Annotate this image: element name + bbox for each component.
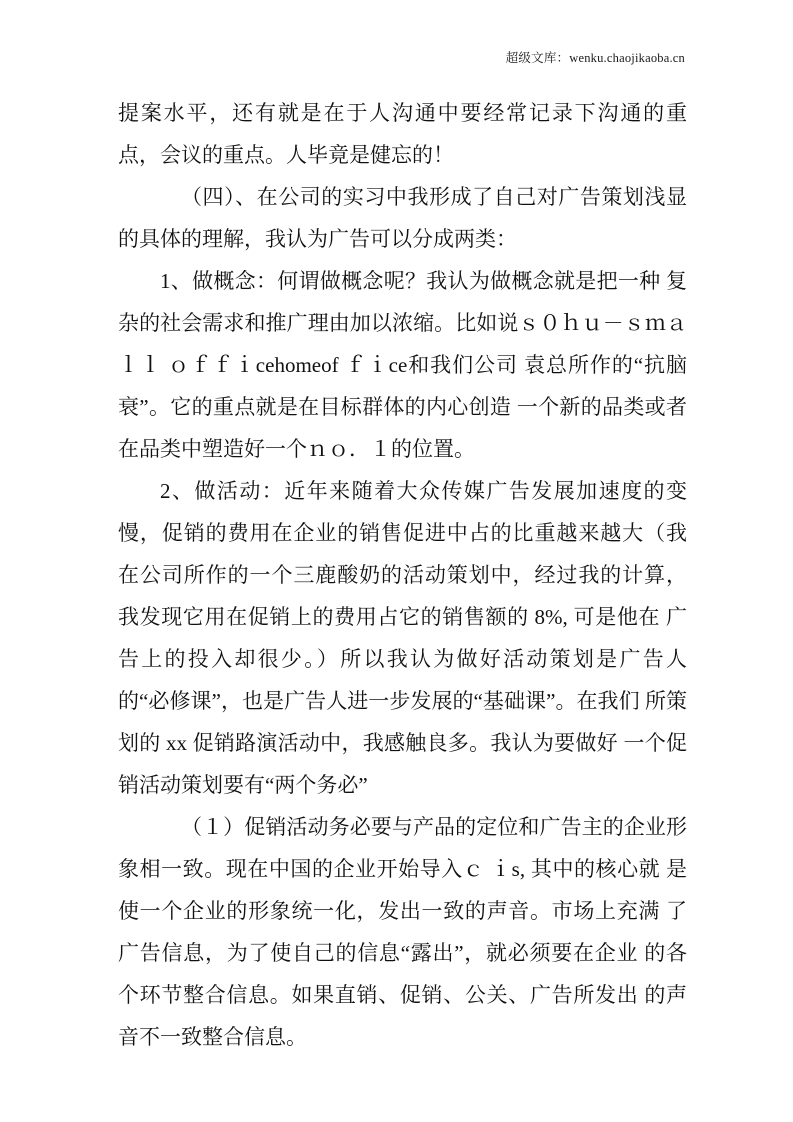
paragraph-item-2-activity: 2、做活动：近年来随着大众传媒广告发展加速度的变 慢，促销的费用在企业的销售促进中占的比重越来越大（我 在公司所作的一个三鹿酸奶的活动策划中，经过我的计算， 我发现它用在促销上的费用占它的销售额的 8%, 可是他在 广告上的投入却很少。）所以我认为做好活动策划是广告人 的“必修课”，也是广告人进一步发展的“基础课”。在我们 所策划的 xx 促销路演活动中，我感触良多。我认为要做好 一个促销活动策划要有“两个务必” — [118, 479, 687, 797]
paragraph-item-1-concept: 1、做概念：何谓做概念呢？我认为做概念就是把一种 复杂的社会需求和推广理由加以浓缩。比如说ｓ０ｈｕ－ｓｍａｌｌ ｏｆｆｉcehomeof ｆｉce和我们公司 袁总所作的“抗脑衰”。它的重点就是在目标群体的内心创造 一个新的品类或者在品类中塑造好一个ｎｏ．１的位置。 — [118, 269, 687, 461]
paragraph-communication-notes: 提案水平，还有就是在于人沟通中要经常记录下沟通的重 点，会议的重点。人毕竟是健忘的！ — [118, 101, 687, 167]
paragraph-section-four: （四）、在公司的实习中我形成了自己对广告策划浅显 的具体的理解，我认为广告可以分成两类： — [118, 185, 687, 251]
header-label: 超级文库： — [505, 51, 570, 65]
paragraph-sub-item-1: （１）促销活动务必要与产品的定位和广告主的企业形 象相一致。现在中国的企业开始导入ｃ ｉs, 其中的核心就 是使一个企业的形象统一化，发出一致的声音。市场上充满 了广告信息，为了使自己的信息“露出”，就必须要在企业 的各个环节整合信息。如果直销、促销、公关、广告所发出 的声音不一致整合信息。 — [118, 815, 687, 1049]
header-url: wenku.chaojikaoba.cn — [569, 51, 685, 65]
page-header — [118, 50, 685, 66]
document-body — [118, 92, 687, 1058]
